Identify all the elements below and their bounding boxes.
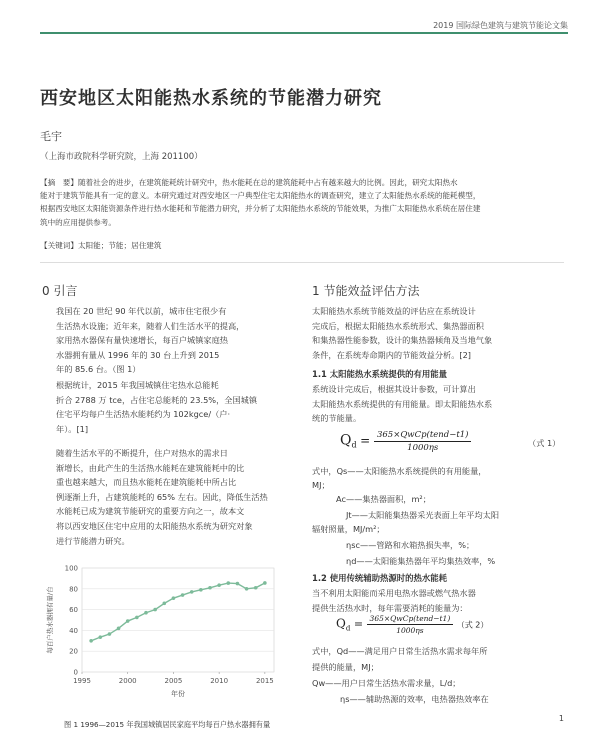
text-line: 家用热水器保有量快速增长，每百户城镇家庭热 — [56, 335, 228, 346]
equation-number-1: （式 1） — [528, 438, 561, 448]
x-tick-label: 2000 — [118, 677, 137, 685]
keywords: 【关键词】太阳能；节能；居住建筑 — [40, 241, 162, 250]
text-line: 太阳能热水系统提供的有用能量。即太阳能热水系 — [312, 398, 493, 409]
line-chart — [42, 560, 287, 702]
chart-caption: 图 1 1996—2015 年我国城镇居民家庭平均每百户热水器拥有量 — [64, 720, 271, 729]
eq-denominator: 1000ηs — [396, 626, 424, 635]
header-rule — [40, 32, 568, 34]
x-tick-label: 2010 — [210, 677, 229, 685]
text-line: 年）。[1] — [56, 423, 89, 434]
page-number: 1 — [558, 714, 564, 723]
y-tick-label: 80 — [69, 585, 78, 594]
eq-lhs: Q — [340, 432, 352, 449]
data-point — [98, 635, 102, 639]
text-line: 生活热水设施；近年来，随着人们生活水平的提高， — [56, 320, 245, 331]
text-line: 重也越来越大，而且热水能耗在建筑能耗中所占比 — [56, 477, 237, 488]
data-point — [153, 608, 157, 612]
abstract-line: 【摘 要】随着社会的进步，在建筑能耗统计研究中，热水能耗在总的建筑能耗中占有越来越大的比例。因此，研究太阳热水 — [40, 178, 458, 187]
text-line: 随着生活水平的不断提升，住户对热水的需求日 — [56, 448, 228, 458]
x-tick-label: 2005 — [164, 677, 183, 685]
eq-lhs-sub: d — [345, 624, 351, 633]
data-point — [236, 582, 240, 586]
eq-denominator: 1000ηs — [407, 443, 439, 453]
subsection-title-1: 1.1 太阳能热水系统提供的有用能量 — [312, 369, 448, 379]
variable-def: 式中，Qs——太阳能热水系统提供的有用能量， — [312, 466, 487, 476]
data-point — [263, 581, 267, 585]
data-point — [190, 590, 194, 594]
method-paragraph-1 — [312, 304, 564, 362]
eq-lhs-sub: d — [351, 440, 357, 450]
eq-fraction — [374, 430, 471, 453]
text-line: 根据统计，2015 年我国城镇住宅热水总能耗 — [56, 380, 219, 390]
text-line: 太阳能热水系统节能效益的评估应在系统设计 — [312, 306, 476, 316]
y-tick-label: 100 — [64, 564, 78, 573]
text-line: 住宅平均每户生活热水能耗约为 102kgce/（户· — [56, 409, 231, 420]
abstract — [40, 176, 564, 229]
text-line: 水能耗已成为建筑节能研究的重要方向之一，故本文 — [56, 506, 245, 517]
y-axis-label: 每百户热水器拥有量/台 — [46, 586, 54, 654]
text-line: 进行节能潜力研究。 — [56, 535, 130, 546]
eq-fraction — [367, 614, 454, 635]
data-point — [254, 586, 258, 590]
paper-title: 西安地区太阳能热水系统的节能潜力研究 — [40, 88, 382, 109]
data-point — [108, 632, 112, 636]
abstract-line: 筑中的应用提供参考。 — [40, 217, 116, 227]
text-line: 渐增长，由此产生的生活热水能耗在建筑能耗中的比 — [56, 462, 245, 473]
variable-def: Ac——集热器面积，m²； — [336, 494, 431, 504]
data-point — [245, 587, 249, 591]
affiliation: （上海市政院科学研究院，上海 201100） — [40, 152, 203, 162]
data-point — [172, 596, 176, 600]
x-tick-label: 2015 — [255, 677, 274, 685]
plot-area — [82, 568, 274, 672]
data-point — [89, 639, 93, 643]
data-point — [226, 581, 230, 585]
text-line: 水器拥有量从 1996 年的 30 台上升到 2015 — [56, 349, 220, 360]
equation-number-2: （式 2） — [456, 620, 489, 630]
variable-def: MJ； — [312, 480, 330, 490]
text-line: 和集热器性能参数，设计的集热器倾角及当地气象 — [312, 335, 493, 346]
data-point — [199, 588, 203, 592]
subsection-title-2: 1.2 使用传统辅助热源时的热水能耗 — [312, 573, 448, 583]
text-line: 年的 85.6 台。（图 1） — [56, 364, 141, 375]
y-tick-label: 40 — [69, 626, 78, 635]
intro-paragraph-1 — [56, 304, 290, 377]
variable-def: ηs——辅助热源的效率，电热器热效率在 — [340, 694, 489, 704]
text-line: 折合 2788 万 tce，占住宅总能耗的 23.5%，全国城镇 — [56, 394, 258, 405]
y-tick-label: 20 — [69, 647, 78, 656]
intro-paragraph-3 — [56, 446, 290, 548]
text-line: 统的节能量。 — [312, 413, 362, 424]
method-paragraph-3 — [312, 586, 564, 615]
text-line: 系统设计完成后，根据其设计参数，可计算出 — [312, 384, 476, 394]
running-header: 2019 国际绿色建筑与建筑节能论文集 — [433, 21, 568, 30]
data-point — [208, 586, 212, 590]
variable-def: ηsc——管路和水箱热损失率，%； — [346, 540, 475, 550]
abstract-line: 根据西安地区太阳能资源条件进行热水能耗和节能潜力研究，并分析了太阳能热水系统的节能效果，为推广太阳能热水系统在居住建 — [40, 204, 481, 214]
abstract-line: 能对于建筑节能具有一定的意义。本研究通过对西安地区一户典型住宅太阳能热水的调查研究，建立了太阳能热水系统的能耗模型， — [40, 191, 481, 201]
data-point — [126, 619, 130, 623]
variable-def: ηd——太阳能集热器年平均集热效率，% — [346, 556, 496, 566]
data-point — [135, 616, 139, 620]
text-line: 当不利用太阳能而采用电热水器或燃气热水器 — [312, 588, 476, 598]
variable-def: Jt——太阳能集热器采光表面上年平均太阳 — [346, 510, 500, 520]
equation-1: $Q_d$ = $\frac{\text{365×QwCp(tend−t1)}}{1000\eta s}$ — [340, 430, 471, 453]
eq-lhs: Q — [336, 616, 346, 631]
text-line: 例逐渐上升，占建筑能耗的 65% 左右。因此，降低生活热 — [56, 491, 268, 502]
variable-def: 辐射照量，MJ/m²； — [312, 524, 385, 534]
intro-paragraph-2 — [56, 378, 290, 436]
x-axis-label: 年份 — [171, 690, 185, 698]
text-line: 条件，在系统寿命期内的节能效益分析。[2] — [312, 349, 471, 360]
text-line: 提供生活热水时，每年需要消耗的能量为： — [312, 602, 468, 613]
eq-numerator: 365×QwCp(tend−t1) — [374, 430, 471, 442]
data-point — [162, 602, 166, 606]
data-point — [117, 627, 121, 631]
data-point — [144, 611, 148, 615]
data-point — [217, 583, 221, 587]
data-point — [181, 593, 185, 597]
section-title-method: 1 节能效益评估方法 — [312, 284, 420, 298]
author: 毛宇 — [40, 130, 62, 143]
variable-def: 式中，Qd——满足用户日常生活热水需求每年所 — [312, 646, 488, 656]
text-line: 我国在 20 世纪 90 年代以前，城市住宅很少有 — [56, 306, 227, 316]
x-tick-label: 1995 — [73, 677, 91, 685]
section-title-intro: 0 引言 — [42, 284, 78, 298]
text-line: 完成后，根据太阳能热水系统形式、集热器面积 — [312, 320, 484, 331]
y-tick-label: 60 — [69, 606, 78, 615]
method-paragraph-2 — [312, 382, 564, 426]
variable-def: Qw——用户日常生活热水需求量，L/d； — [312, 678, 461, 688]
equation-2: $Q_d$ = $\frac{\text{365×QwCp(tend−t1)}}{1000\eta s}$ （式 2） — [336, 614, 489, 635]
y-tick-label: 0 — [73, 668, 78, 677]
eq-numerator: 365×QwCp(tend−t1) — [367, 614, 454, 625]
section-divider — [40, 262, 564, 263]
text-line: 将以西安地区住宅中应用的太阳能热水系统为研究对象 — [56, 520, 253, 531]
variable-def: 提供的能量，MJ； — [312, 662, 379, 672]
